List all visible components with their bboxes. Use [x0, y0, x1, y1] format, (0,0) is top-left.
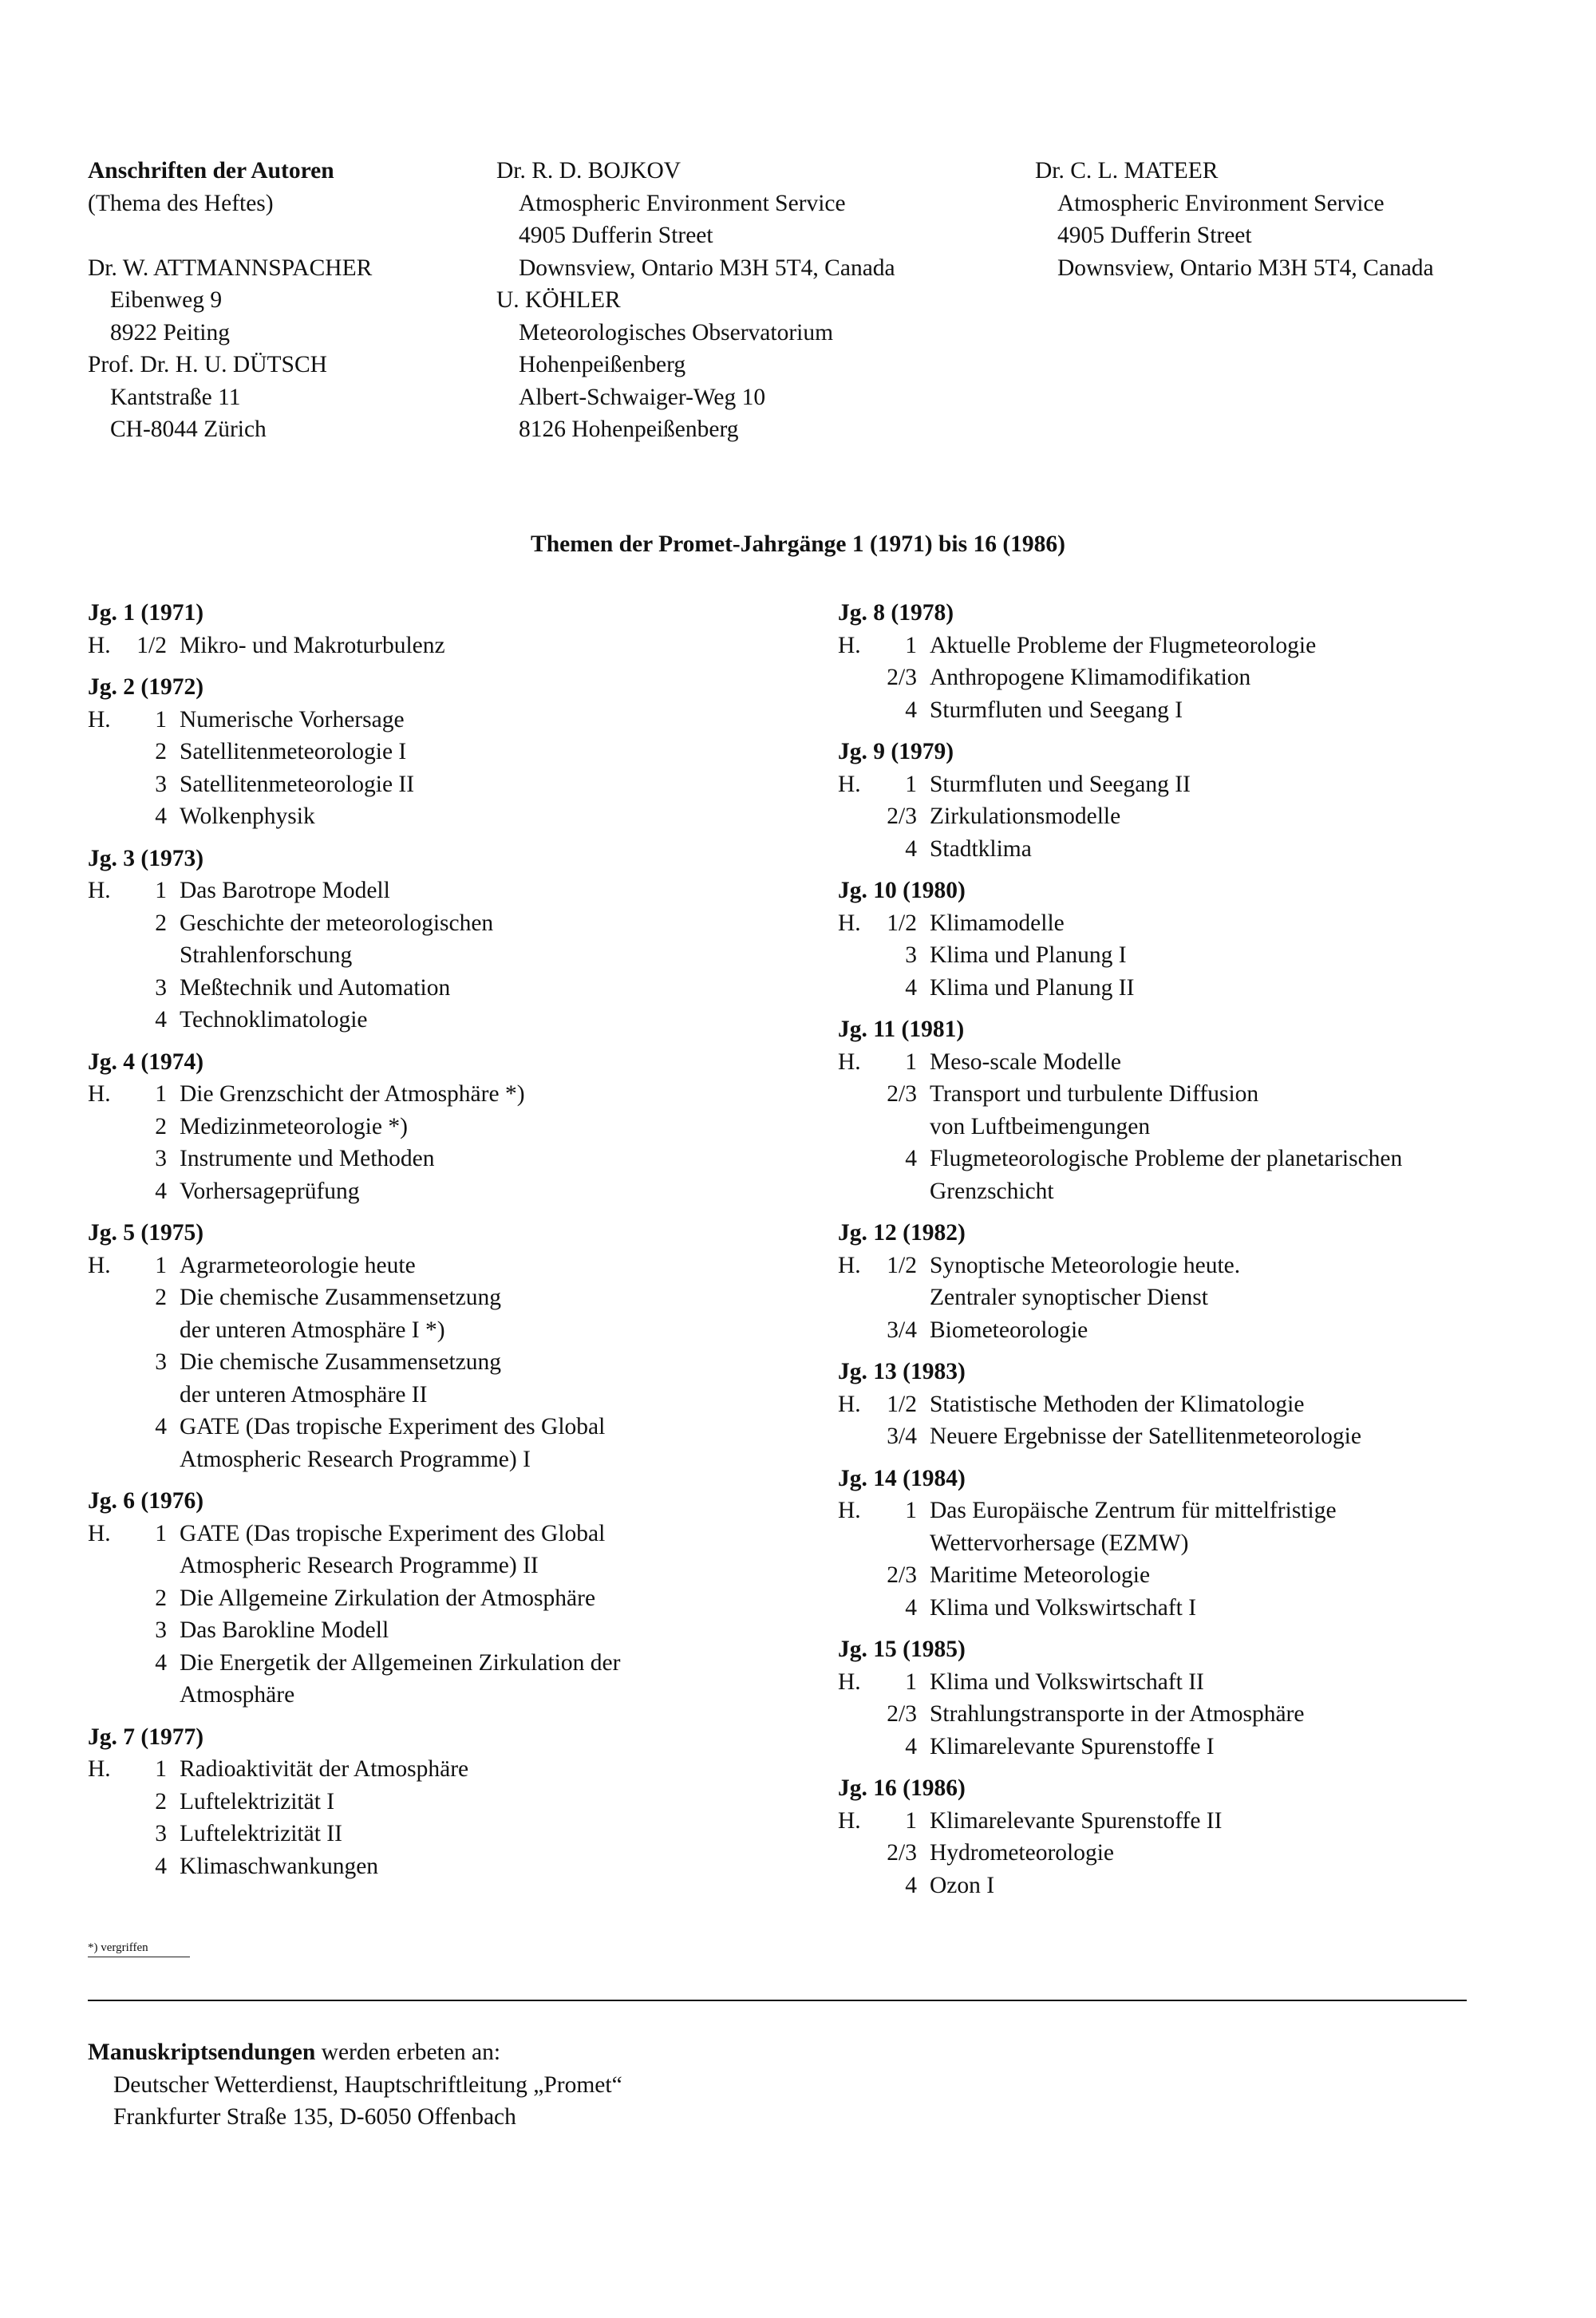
issue-number-value: 3 [155, 974, 167, 1001]
manuscript-intro-text: werden erbeten an: [315, 2040, 501, 2065]
issue-title: Das Barotrope Modell [180, 878, 390, 903]
issue-row [88, 736, 790, 768]
issue-title: Flugmeteorologische Probleme der planetarischen Grenzschicht [930, 1146, 1403, 1204]
issue-title: Hydrometeorologie [930, 1840, 1115, 1866]
volume-heading: Jg. 7 (1977) [88, 1724, 204, 1750]
issue-number [838, 800, 930, 833]
manuscript-address-line: Frankfurter Straße 135, D-6050 Offenbach [113, 2104, 516, 2130]
issue-title: Zirkulationsmodelle [930, 804, 1121, 829]
volume-heading: Jg. 9 (1979) [838, 739, 954, 764]
author-address-line: 8922 Peiting [110, 319, 230, 346]
issue-number [838, 1078, 930, 1143]
issue-row [838, 661, 1540, 694]
issue-title: Biometeorologie [930, 1317, 1088, 1343]
issue-number-value: 1 [905, 1498, 917, 1523]
issue-number-value: 4 [905, 697, 917, 723]
author-address-line: Atmospheric Environment Service [1057, 190, 1385, 216]
issue-number-value: 4 [905, 835, 917, 862]
volume-entry [838, 1217, 1540, 1346]
issue-row [88, 704, 790, 736]
issue-row [838, 833, 1540, 866]
issue-number [838, 1805, 930, 1838]
issue-number-value: 2 [155, 1788, 167, 1815]
issue-number [88, 1175, 180, 1208]
issue-title: Satellitenmeteorologie I [180, 739, 407, 764]
issue-title: Statistische Methoden der Klimatologie [930, 1391, 1305, 1417]
issue-row [838, 768, 1540, 801]
issue-row [88, 1281, 790, 1346]
issue-title: Satellitenmeteorologie II [180, 771, 415, 797]
issue-number [88, 1818, 180, 1850]
issue-number [88, 1518, 180, 1582]
issue-number-value: 1 [905, 632, 917, 658]
issue-number [88, 1143, 180, 1175]
issue-number-value: 1 [905, 1668, 917, 1695]
volume-entry [838, 1633, 1540, 1763]
volume-entry [838, 1463, 1540, 1625]
issue-number-value: 1/2 [887, 910, 917, 936]
volume-entry [88, 1721, 790, 1883]
issue-title: Sturmfluten und Seegang I [930, 697, 1183, 723]
issue-number-value: 3 [905, 942, 917, 968]
issue-number [88, 1004, 180, 1037]
issue-number-value: 2/3 [887, 1840, 917, 1866]
issue-number [88, 630, 180, 662]
issue-number-value: 4 [905, 1872, 917, 1898]
issue-number [838, 768, 930, 801]
author-name: Dr. R. D. BOJKOV [496, 158, 681, 184]
author-address-line: Hohenpeißenberg [519, 352, 686, 377]
volume-heading: Jg. 3 (1973) [88, 845, 204, 871]
authors-column-1 [88, 155, 487, 446]
issue-row [88, 630, 790, 662]
issue-number [838, 1870, 930, 1902]
issue-number-value: 3 [155, 1821, 167, 1846]
issue-title: GATE (Das tropische Experiment des Global Atmospheric Research Programme) II [180, 1520, 606, 1578]
issue-title: Die Energetik der Allgemeinen Zirkulation der Atmosphäre [180, 1649, 621, 1708]
author-address-line: CH-8044 Zürich [110, 417, 267, 442]
author-address-line: 4905 Dufferin Street [519, 223, 713, 248]
issue-title: Radioaktivität der Atmosphäre [180, 1756, 469, 1782]
issue-number [838, 833, 930, 866]
issue-number [838, 661, 930, 694]
issue-number-value: 1 [155, 878, 167, 903]
issue-row [838, 1420, 1540, 1453]
volume-heading: Jg. 8 (1978) [838, 600, 954, 626]
issue-title: Stadtklima [930, 835, 1032, 862]
issue-prefix: H. [88, 1252, 111, 1278]
issue-row [88, 1647, 790, 1712]
issue-row [88, 1078, 790, 1111]
issue-row [838, 972, 1540, 1005]
volume-heading: Jg. 15 (1985) [838, 1637, 966, 1662]
volume-heading: Jg. 11 (1981) [838, 1017, 965, 1042]
issue-row [88, 768, 790, 801]
issue-number [88, 1281, 180, 1346]
issue-prefix: H. [88, 1756, 111, 1782]
author-name: Prof. Dr. H. U. DÜTSCH [88, 352, 327, 377]
issue-row [88, 1614, 790, 1647]
issue-number [838, 1250, 930, 1314]
issue-number-value: 2/3 [887, 665, 917, 690]
issue-number-value: 1 [155, 1252, 167, 1278]
issue-number [88, 1614, 180, 1647]
issue-title: Mikro- und Makroturbulenz [180, 632, 445, 658]
issue-title: Die chemische Zusammensetzung der unteren Atmosphäre I *) [180, 1285, 502, 1343]
volume-heading: Jg. 16 (1986) [838, 1775, 966, 1801]
author-address-line: 4905 Dufferin Street [1057, 223, 1252, 248]
issue-row [88, 1850, 790, 1883]
author-address-line: 8126 Hohenpeißenberg [519, 417, 739, 442]
issue-number-value: 2/3 [887, 1562, 917, 1588]
issue-title: Sturmfluten und Seegang II [930, 771, 1191, 797]
issue-number-value: 1 [155, 706, 167, 733]
issue-number-value: 1/2 [887, 1391, 917, 1417]
issue-number [838, 939, 930, 972]
volume-entry [88, 843, 790, 1037]
issue-title: Synoptische Meteorologie heute. Zentraler synoptischer Dienst [930, 1252, 1241, 1310]
issue-title: Klimamodelle [930, 910, 1065, 936]
manuscript-address-line: Deutscher Wetterdienst, Hauptschriftleitung „Promet“ [113, 2071, 622, 2098]
issue-row [838, 1078, 1540, 1143]
issue-title: Neuere Ergebnisse der Satellitenmeteorologie [930, 1424, 1361, 1449]
volume-entry [838, 597, 1540, 726]
volume-heading: Jg. 2 (1972) [88, 674, 204, 700]
issue-prefix: H. [88, 706, 111, 733]
issue-row [88, 1518, 790, 1582]
issue-row [838, 1592, 1540, 1625]
author-address-line: Atmospheric Environment Service [519, 190, 846, 216]
issue-row [838, 939, 1540, 972]
issue-row [838, 1805, 1540, 1838]
issue-number-value: 4 [155, 1649, 167, 1676]
author-name: U. KÖHLER [496, 287, 621, 313]
issue-number [88, 875, 180, 907]
issue-number-value: 2 [155, 910, 167, 936]
issue-row [88, 1250, 790, 1282]
issue-title: Klimarelevante Spurenstoffe I [930, 1733, 1215, 1759]
volume-heading: Jg. 14 (1984) [838, 1465, 966, 1491]
issue-title: Aktuelle Probleme der Flugmeteorologie [930, 632, 1317, 658]
issue-title: Das Europäische Zentrum für mittelfristige Wettervorhersage (EZMW) [930, 1498, 1337, 1556]
issue-number-value: 2 [155, 1585, 167, 1611]
issue-number-value: 2 [155, 739, 167, 764]
issue-number [88, 1786, 180, 1818]
issue-number-value: 3 [155, 1146, 167, 1171]
issue-title: Numerische Vorhersage [180, 706, 405, 733]
authors-column-2 [496, 155, 1007, 446]
volume-entry [88, 1217, 790, 1475]
issue-number-value: 1/2 [887, 1252, 917, 1278]
issue-title: Vorhersageprüfung [180, 1178, 360, 1204]
issue-row [88, 1818, 790, 1850]
issue-number [88, 972, 180, 1005]
issue-row [838, 907, 1540, 940]
issue-number-value: 3 [155, 771, 167, 797]
issue-number [838, 1314, 930, 1347]
issue-row [838, 1698, 1540, 1731]
issue-number-value: 4 [155, 1853, 167, 1879]
issue-number [838, 1666, 930, 1699]
issue-title: Instrumente und Methoden [180, 1146, 435, 1171]
author-address-line: Meteorologisches Observatorium [519, 319, 834, 346]
authors-column-3 [1035, 155, 1578, 284]
issue-row [838, 1250, 1540, 1314]
issue-title: Die chemische Zusammensetzung der unteren Atmosphäre II [180, 1349, 502, 1408]
issue-prefix: H. [838, 632, 861, 658]
issue-row [838, 1495, 1540, 1559]
issue-title: Klima und Volkswirtschaft I [930, 1594, 1197, 1621]
issue-number [838, 1388, 930, 1421]
issue-number [88, 1753, 180, 1786]
volume-entry [838, 736, 1540, 865]
issue-title: Klima und Volkswirtschaft II [930, 1668, 1204, 1695]
issue-prefix: H. [838, 910, 861, 936]
issue-row [88, 1411, 790, 1475]
issue-number [88, 736, 180, 768]
issue-row [838, 1559, 1540, 1592]
issue-title: Ozon I [930, 1872, 995, 1898]
volume-heading: Jg. 4 (1974) [88, 1048, 204, 1075]
divider [88, 2000, 1467, 2001]
issue-prefix: H. [88, 878, 111, 903]
issue-number-value: 4 [155, 1414, 167, 1439]
issue-number-value: 1 [155, 1520, 167, 1546]
issue-row [88, 875, 790, 907]
issue-title: Technoklimatologie [180, 1007, 368, 1033]
issue-row [88, 1111, 790, 1143]
issue-title: Das Barokline Modell [180, 1617, 389, 1643]
issue-number [838, 1420, 930, 1453]
issue-row [838, 800, 1540, 833]
volume-heading: Jg. 6 (1976) [88, 1488, 204, 1514]
issue-title: GATE (Das tropische Experiment des Global Atmospheric Research Programme) I [180, 1414, 606, 1472]
issue-row [88, 800, 790, 833]
issue-row [838, 694, 1540, 727]
issue-prefix: H. [838, 1807, 861, 1834]
issue-number [88, 1411, 180, 1475]
issue-title: Strahlungstransporte in der Atmosphäre [930, 1701, 1305, 1727]
issue-prefix: H. [838, 1498, 861, 1523]
issue-number [88, 1078, 180, 1111]
author-address-line: Downsview, Ontario M3H 5T4, Canada [519, 255, 895, 281]
issue-number-value: 2 [155, 1113, 167, 1139]
footnote: *) vergriffen [88, 1941, 148, 1954]
volume-entry [838, 1772, 1540, 1901]
issue-title: Klima und Planung II [930, 974, 1135, 1001]
volume-heading: Jg. 5 (1975) [88, 1220, 204, 1246]
issue-number [88, 768, 180, 801]
issue-title: Klima und Planung I [930, 942, 1127, 968]
issue-prefix: H. [838, 1252, 861, 1278]
issue-number [838, 630, 930, 662]
issue-title: Transport und turbulente Diffusion von Luftbeimengungen [930, 1081, 1259, 1139]
issue-number-value: 4 [905, 1594, 917, 1621]
issue-number [88, 1647, 180, 1712]
issue-row [88, 907, 790, 972]
volume-list-right [838, 597, 1540, 1911]
issue-title: Anthropogene Klimamodifikation [930, 665, 1251, 690]
issue-number [88, 907, 180, 972]
issue-prefix: H. [88, 1081, 111, 1107]
issue-number [838, 972, 930, 1005]
issue-title: Die Grenzschicht der Atmosphäre *) [180, 1081, 525, 1107]
author-address-line: Downsview, Ontario M3H 5T4, Canada [1057, 255, 1434, 281]
issue-row [838, 1870, 1540, 1902]
volume-entry [838, 875, 1540, 1004]
issue-title: Luftelektrizität II [180, 1821, 342, 1846]
issue-number [88, 800, 180, 833]
issue-number [838, 1837, 930, 1870]
issue-prefix: H. [838, 1391, 861, 1417]
issue-number [838, 1592, 930, 1625]
manuscript-info [88, 2036, 1285, 2134]
issue-number-value: 4 [905, 1146, 917, 1171]
volume-heading: Jg. 13 (1983) [838, 1359, 966, 1384]
issue-title: Meßtechnik und Automation [180, 974, 451, 1001]
issue-number [88, 1346, 180, 1411]
issue-row [88, 1753, 790, 1786]
issue-number [88, 1850, 180, 1883]
issue-number [88, 704, 180, 736]
issue-number [838, 694, 930, 727]
issue-number [838, 1559, 930, 1592]
issue-number-value: 3 [155, 1349, 167, 1375]
issue-number-value: 4 [905, 1733, 917, 1759]
issue-row [88, 1582, 790, 1615]
issue-number-value: 2/3 [887, 1081, 917, 1107]
issue-number [88, 1111, 180, 1143]
issue-title: Klimaschwankungen [180, 1853, 379, 1879]
issue-title: Meso-scale Modelle [930, 1048, 1122, 1075]
issue-row [838, 1837, 1540, 1870]
authors-subheading: (Thema des Heftes) [88, 190, 274, 216]
issue-number-value: 1 [905, 1807, 917, 1834]
issue-number-value: 1 [905, 1048, 917, 1075]
issue-number [838, 1046, 930, 1079]
issue-number [88, 1250, 180, 1282]
issue-row [88, 1143, 790, 1175]
issue-number-value: 3/4 [887, 1424, 917, 1449]
volume-list-left [88, 597, 790, 1892]
manuscript-intro [88, 2036, 1285, 2069]
issue-row [838, 1388, 1540, 1421]
issue-row [88, 1175, 790, 1208]
issue-row [838, 1314, 1540, 1347]
issue-number-value: 4 [155, 1007, 167, 1033]
author-address-line: Eibenweg 9 [110, 287, 223, 313]
issue-number [838, 1731, 930, 1763]
issue-prefix: H. [88, 632, 111, 658]
issue-row [88, 1346, 790, 1411]
issue-number-value: 4 [905, 974, 917, 1001]
volume-heading: Jg. 10 (1980) [838, 878, 966, 903]
issue-prefix: H. [838, 1668, 861, 1695]
volume-entry [88, 1046, 790, 1208]
issue-row [838, 1666, 1540, 1699]
issue-row [88, 972, 790, 1005]
manuscript-label: Manuskriptsendungen [88, 2040, 316, 2065]
volume-heading: Jg. 1 (1971) [88, 600, 204, 626]
issue-number-value: 4 [155, 804, 167, 829]
issue-title: Klimarelevante Spurenstoffe II [930, 1807, 1223, 1834]
themes-heading: Themen der Promet-Jahrgänge 1 (1971) bis 16 (1986) [531, 531, 1065, 557]
issue-title: Geschichte der meteorologischen Strahlenforschung [180, 910, 494, 968]
issue-prefix: H. [88, 1520, 111, 1546]
issue-number-value: 4 [155, 1178, 167, 1204]
issue-number-value: 1 [905, 771, 917, 797]
issue-row [838, 630, 1540, 662]
issue-number-value: 1/2 [136, 632, 167, 658]
issue-row [838, 1731, 1540, 1763]
issue-number [88, 1582, 180, 1615]
issue-number [838, 907, 930, 940]
issue-number [838, 1495, 930, 1559]
volume-entry [88, 597, 790, 661]
issue-number [838, 1143, 930, 1207]
issue-number-value: 1 [155, 1756, 167, 1782]
issue-row [838, 1046, 1540, 1079]
issue-row [88, 1004, 790, 1037]
volume-entry [838, 1013, 1540, 1207]
issue-number-value: 3 [155, 1617, 167, 1643]
author-name: Dr. C. L. MATEER [1035, 158, 1219, 184]
issue-number-value: 2/3 [887, 804, 917, 829]
issue-number-value: 1 [155, 1081, 167, 1107]
volume-heading: Jg. 12 (1982) [838, 1220, 966, 1246]
author-name: Dr. W. ATTMANNSPACHER [88, 255, 373, 281]
issue-title: Die Allgemeine Zirkulation der Atmosphäre [180, 1585, 596, 1611]
issue-prefix: H. [838, 771, 861, 797]
issue-number [838, 1698, 930, 1731]
volume-entry [88, 671, 790, 833]
issue-title: Maritime Meteorologie [930, 1562, 1151, 1588]
issue-title: Agrarmeteorologie heute [180, 1252, 416, 1278]
issue-title: Medizinmeteorologie *) [180, 1113, 408, 1139]
issue-number-value: 2/3 [887, 1701, 917, 1727]
issue-title: Wolkenphysik [180, 804, 315, 829]
author-address-line: Albert-Schwaiger-Weg 10 [519, 384, 766, 410]
issue-number-value: 3/4 [887, 1317, 917, 1343]
issue-title: Luftelektrizität I [180, 1788, 335, 1815]
volume-entry [838, 1356, 1540, 1453]
issue-row [88, 1786, 790, 1818]
issue-prefix: H. [838, 1048, 861, 1075]
volume-entry [88, 1485, 790, 1712]
authors-heading: Anschriften der Autoren [88, 158, 334, 184]
author-address-line: Kantstraße 11 [110, 384, 241, 410]
issue-row [838, 1143, 1540, 1207]
issue-number-value: 2 [155, 1285, 167, 1310]
